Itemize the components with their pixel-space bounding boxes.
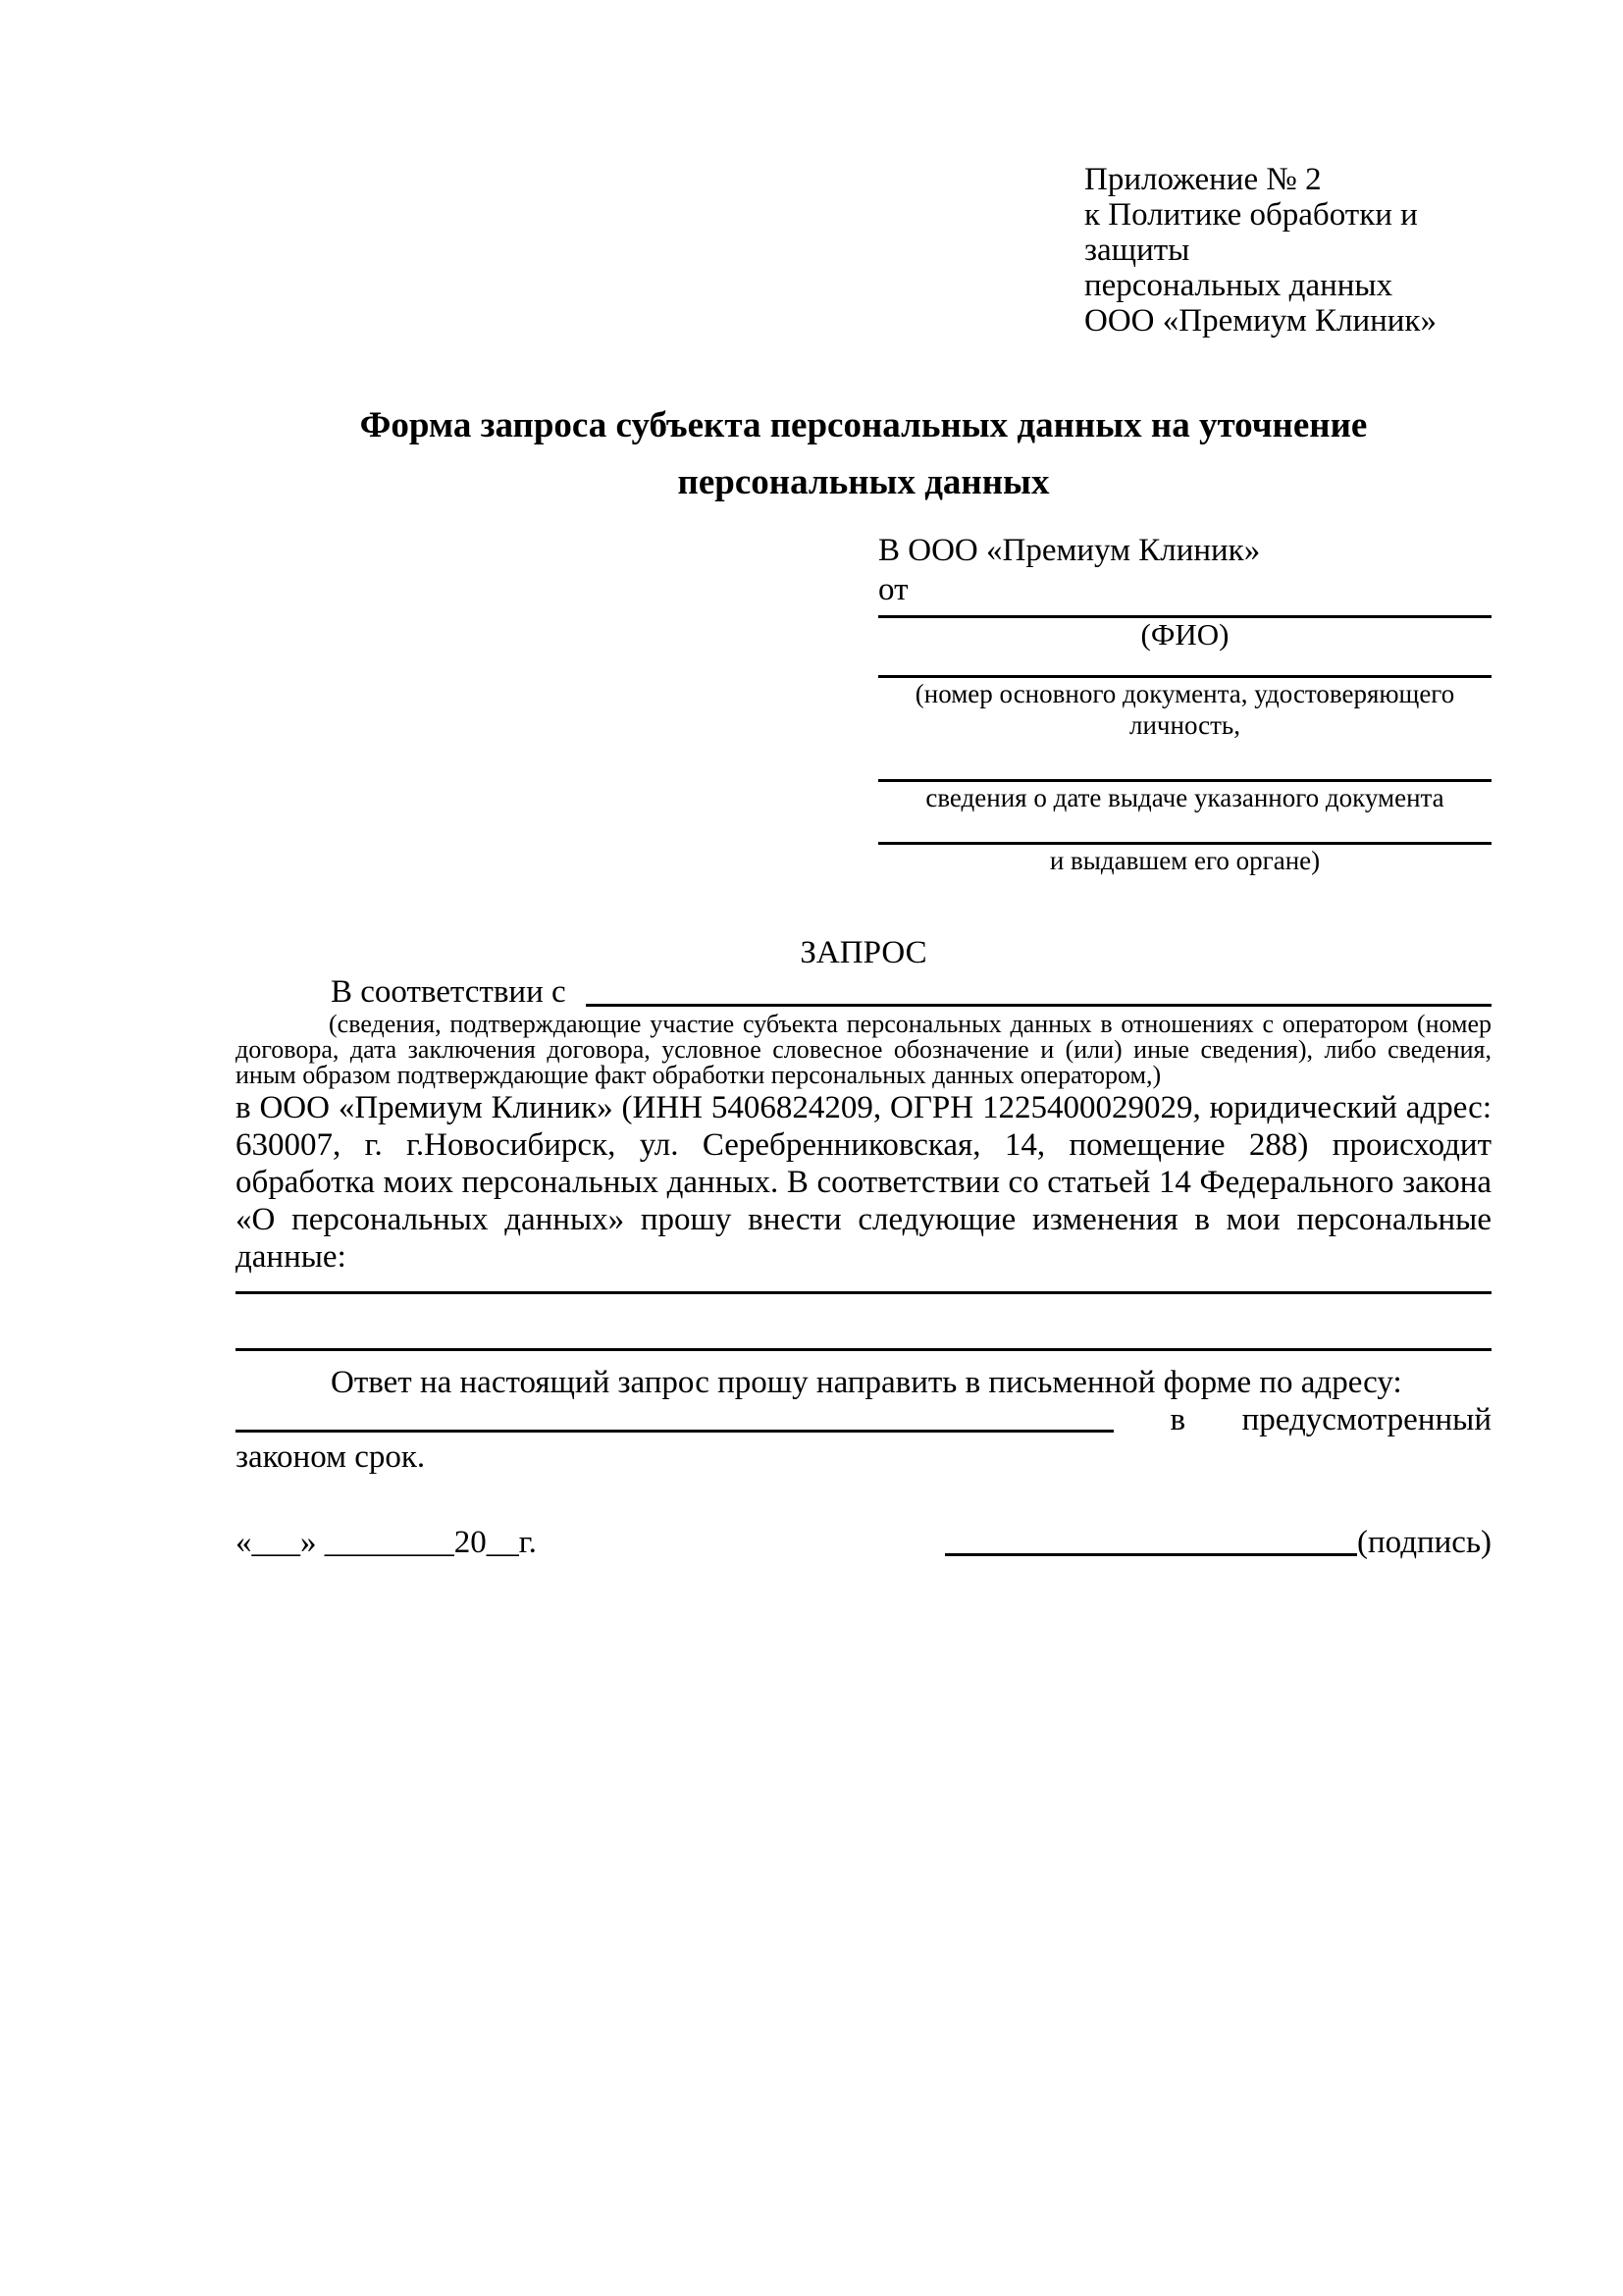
document-title <box>236 397 1492 511</box>
title-line: персональных данных <box>677 462 1050 502</box>
accordance-line <box>236 972 1492 1012</box>
answer-paragraph: Ответ на настоящий запрос прошу направить в письменной форме по адресу: <box>331 1365 1402 1400</box>
title-line: Форма запроса субъекта персональных данных на уточнение <box>359 405 1368 445</box>
fio-caption: (ФИО) <box>1140 617 1230 652</box>
signature-fill-line <box>945 1553 1357 1556</box>
changes-fill-line-1 <box>236 1291 1492 1294</box>
signature-caption: (подпись) <box>1357 1525 1492 1560</box>
document-number-caption: (номер основного документа, удостоверяющего личность, <box>915 679 1455 740</box>
address-fill-line <box>236 1430 1114 1433</box>
accordance-prefix: В соответствии с <box>331 974 574 1010</box>
request-heading: ЗАПРОС <box>800 935 927 970</box>
accordance-note: (сведения, подтверждающие участие субъекта персональных данных в отношениях с оператором (номер договора, дата заключения договора, условное словесное обозначение и (или) иные сведения), либо сведения, иным образом подтверждающие факт обработки персональных данных оператором,) <box>236 1010 1492 1089</box>
answer-address-row <box>236 1401 1492 1438</box>
issue-date-caption: сведения о дате выдаче указанного документа <box>925 783 1444 812</box>
issuing-authority-caption: и выдавшем его органе) <box>1049 846 1321 875</box>
addressee-from-label: от <box>878 572 909 607</box>
answer-word-in: в <box>1170 1402 1186 1437</box>
date-line: «___» ________20__г. <box>236 1525 537 1560</box>
answer-word-prescribed: предусмотренный <box>1241 1402 1492 1437</box>
changes-fill-line-2 <box>236 1348 1492 1351</box>
date-signature-row <box>236 1523 1492 1562</box>
addressee-org: В ООО «Премиум Клиник» <box>878 533 1261 568</box>
appendix-block <box>1084 162 1492 339</box>
appendix-line: ООО «Премиум Клиник» <box>1084 303 1437 339</box>
signature-group <box>945 1523 1492 1562</box>
appendix-line: к Политике обработки и защиты <box>1084 197 1418 268</box>
body-paragraph: в ООО «Премиум Клиник» (ИНН 5406824209, ОГРН 1225400029029, юридический адрес: 630007, г. г.Новосибирск, ул. Серебренниковская, 14, помещение 288) происходит обработка моих персональных данных. В соответствии со статьей 14 Федерального закона «О персональных данных» прошу внести следующие изменения в мои персональные данные: <box>236 1090 1492 1275</box>
answer-tail: законом срок. <box>236 1439 426 1475</box>
appendix-line: Приложение № 2 <box>1084 162 1322 197</box>
addressee-block <box>878 531 1492 876</box>
accordance-fill-line <box>586 1004 1492 1007</box>
appendix-line: персональных данных <box>1084 268 1393 303</box>
